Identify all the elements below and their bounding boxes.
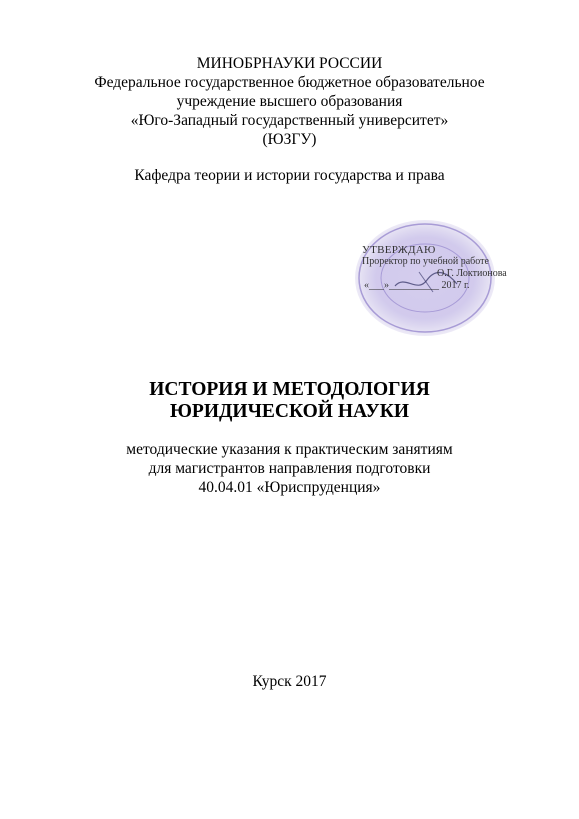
institution-line-1: Федеральное государственное бюджетное образовательное [94,74,485,91]
document-title-line-1: ИСТОРИЯ И МЕТОДОЛОГИЯ [149,379,430,400]
approval-date: «___»__________ 2017 г. [364,280,470,291]
approval-role: Проректор по учебной работе [362,256,489,267]
university-full-name: «Юго-Западный государственный университет» [130,112,449,129]
institution-line-2: учреждение высшего образования [176,93,403,110]
university-short-name: (ЮЗГУ) [262,131,317,148]
document-subtitle-line-1: методические указания к практическим занятиям [126,441,453,458]
document-subtitle-line-2: для магистрантов направления подготовки [148,460,431,477]
city-year: Курск 2017 [252,673,327,690]
department-name: Кафедра теории и истории государства и права [134,167,445,184]
document-title-line-2: ЮРИДИЧЕСКОЙ НАУКИ [169,401,410,422]
approval-name: О.Г. Локтионова [437,268,507,279]
ministry-name: МИНОБРНАУКИ РОССИИ [196,55,383,72]
approval-title: УТВЕРЖДАЮ [362,244,436,256]
document-subtitle-line-3: 40.04.01 «Юриспруденция» [198,479,381,496]
